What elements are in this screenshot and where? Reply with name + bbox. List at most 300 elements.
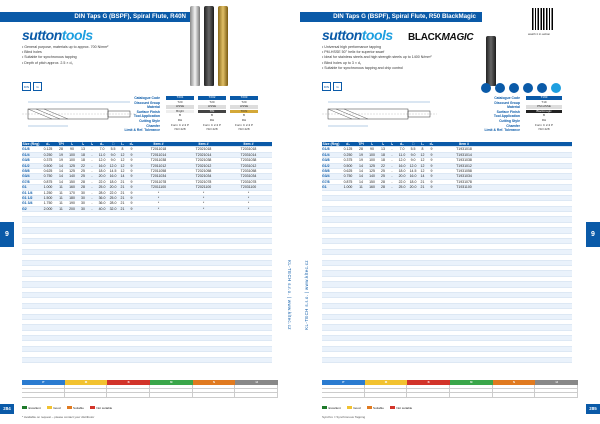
table-cell: T1931100 [456,185,472,190]
material-group-m: M [365,380,408,385]
table-cell: 1.250 [43,190,53,195]
table-cell: 28 [81,179,85,184]
feature-list [322,45,432,71]
din-badge: DIN [322,82,331,91]
column-header: Item # [243,142,254,146]
table-cell: * [202,201,205,206]
table-cell: 14.5 [409,168,417,173]
table-cell: 30 [81,206,85,211]
table-cell: 18 [381,158,385,163]
table-cell: 9 [130,152,133,157]
table-cell: 12.0 [398,158,406,163]
table-cell: 20.0 [98,174,106,179]
catalogue-code: T193 [526,96,562,100]
table-cell: 12 [120,163,125,168]
column-header: d₁ [346,142,350,146]
column-header: □ [411,142,415,146]
table-cell: 20.0 [109,185,117,190]
table-cell: 25 [81,168,85,173]
feature-list [22,45,108,66]
column-header: d₃ [129,142,134,146]
table-cell: G2 [22,206,27,211]
material-group-s: S [493,380,536,385]
table-cell: 14 [59,168,63,173]
table-cell: - [391,147,393,152]
table-cell: 14.5 [109,168,117,173]
table-cell: 0.375 [343,158,353,163]
table-cell: 18.0 [109,179,117,184]
table-cell: 1.000 [43,185,53,190]
table-cell: 0.500 [43,163,53,168]
material-matrix [22,380,278,402]
table-cell: 9 [430,147,433,152]
table-cell: 12 [120,152,125,157]
table-cell: 30 [81,190,85,195]
table-cell: - [91,158,93,163]
table-cell: * [157,201,160,206]
blackmagic-logo [408,32,473,43]
tap-steam-image [204,6,214,86]
table-cell: 8 [121,147,124,152]
table-cell: 14 [120,174,125,179]
table-cell: - [391,174,393,179]
feature-icons [480,82,580,94]
table-cell: 14 [59,163,63,168]
column-header: Size (Reg) [22,142,40,146]
column-header: l₁ [70,142,74,146]
column-header: TPI [58,142,64,146]
brand-logo [322,27,393,43]
footnote: * Available on request – please contact your distributor [22,415,95,419]
table-cell: G7/8 [22,179,30,184]
table-cell: 125 [69,168,75,173]
table-cell: T2031034 [240,174,257,179]
pitch-badge: G [33,82,42,91]
table-cell: G1/8 [22,147,30,152]
column-header: Item # [153,142,164,146]
table-cell: 12 [420,168,425,173]
table-cell: G1 [22,185,27,190]
table-cell: 90 [70,147,74,152]
table-cell: T2011018 [150,147,167,152]
table-cell: 18 [381,152,385,157]
column-header: l₃ [390,142,394,146]
table-cell: 0.750 [343,174,353,179]
column-header: l₄ [421,142,424,146]
right-page: DIN Taps G (BSPF), Spiral Flute, R50 BlackMagic suttontools BLACKMAGIC • Universal high performance tapping • PM-HSSE 50° helix for superior swarf • Ideal for stainless steels and high strength steels up to 1400 N/mm² • Blind holes up to 3 × d₁ • Suitable for synchronous tapping and chip control watch it in action DIN G Catalogue Code Discount Group Material Surface Finish Tool Application Cutting Style Chamfer Limit & Ref. Tolerance T193 T19 PM-HSSE Blackmagic B RH Form C 2-3 P ISO 228 Size (Reg) d₁ TPI l₁ l₂ l₃ d₂ □ l₄ d₃ Item # G1/8 0.125 28 90 13 - 7.0 5.5 8 9 T1931018 G1/4 0.250 19 100 18 - 11.0 9.0 12 9 T1931014 G3/8 0.375 19 100 18 - 12.0 9.0 12 9 T1931038 G1/2 0.500 14 125 22 - 16.0 12.0 12 9 T1931012 G5/8 0.625 14 125 25 - 18.0 14.5 12 9 T1931058 G3/4 0.750 14 140 25 - 20.0 16.0 14 9 T1931034 G7/8 0.875 14 150 28 - 22.0 18.0 21 9 T1931078 G1 1.000 11 160 28 - 25.0 20.0 21 9 T1931100 9 KL-TECH s.r.o. | www.kltec.cz P M K N S H Excellent Good Suitable Not suitable Synchro = Synchronous Tapping 285 [300,0,600,424]
brand-logo-part-b: tools [361,27,393,43]
table-cell: 21 [120,185,125,190]
table-cell: 9 [130,185,133,190]
table-cell: 180 [69,195,75,200]
table-cell: * [157,195,160,200]
table-cell: 12 [420,152,425,157]
feature-item: • Suitable for synchronous tapping [22,55,77,60]
table-cell: G7/8 [322,179,330,184]
table-cell: 11 [59,201,63,206]
table-cell: 9 [130,179,133,184]
column-header: □ [111,142,115,146]
table-cell: 22.0 [398,179,406,184]
material-group-p: P [322,380,365,385]
table-cell: 0.250 [343,152,353,157]
table-cell: T2021038 [195,158,212,163]
table-cell: 5.5 [110,147,116,152]
table-cell: T2031058 [240,168,257,173]
table-cell: - [391,179,393,184]
table-cell: 25 [81,174,85,179]
table-cell: 0.500 [343,163,353,168]
column-header: d₂ [400,142,404,146]
table-cell: T2031078 [240,179,257,184]
feature-item: • General purpose, materials up to approx. 700 N/mm² [22,45,109,49]
table-cell: T2031018 [240,147,257,152]
table-cell: 0.625 [43,168,53,173]
standard-badges [22,82,42,91]
catalogue-code: T201 [166,96,194,100]
table-cell: T2021012 [195,163,212,168]
table-cell: 25 [381,174,385,179]
product-table [22,142,272,363]
product-table [322,142,572,363]
table-cell: 9 [430,174,433,179]
table-cell: 7.0 [99,147,105,152]
material-group-h: H [535,380,578,385]
table-cell: - [91,206,93,211]
table-cell: 0.375 [43,158,53,163]
table-cell: * [202,206,205,211]
table-cell: G1 [322,185,327,190]
tap-bright-image [190,6,200,86]
column-header: TPI [358,142,364,146]
legend-not-suitable: Not suitable [90,406,112,410]
table-cell: 9 [130,158,133,163]
table-cell: 9 [130,147,133,152]
table-cell: 12 [120,168,125,173]
feature-item: • Universal high performance tapping [322,45,381,49]
table-cell: 9 [130,206,133,211]
table-cell: 25 [381,168,385,173]
brand-logo-part-a: sutton [22,27,62,43]
table-cell: 9.0 [110,158,116,163]
table-cell: 9 [430,168,433,173]
column-header: d₂ [100,142,104,146]
table-cell: 11 [59,195,63,200]
material-group-s: S [193,380,236,385]
table-cell: 0.875 [343,179,353,184]
table-cell: 160 [69,185,75,190]
table-cell: 16.0 [398,163,406,168]
table-cell: G5/8 [22,168,30,173]
standard-badges [322,82,342,91]
legend-excellent: Excellent [322,406,341,410]
table-cell: 9 [430,158,433,163]
table-cell: 14 [359,174,363,179]
column-header: l₂ [381,142,385,146]
table-cell: 19 [359,152,363,157]
table-cell: - [91,163,93,168]
din-badge: DIN [22,82,31,91]
table-cell: T1931034 [456,174,472,179]
legend-not-suitable: Not suitable [390,406,412,410]
brand-logo-part-a: sutton [322,27,362,43]
table-cell: 12 [420,163,425,168]
table-cell: G5/8 [322,168,330,173]
table-cell: 16.0 [109,174,117,179]
tap-technical-drawing [322,96,437,132]
table-cell: 22.0 [109,190,117,195]
table-cell: 21 [120,195,125,200]
table-cell: G1 1/4 [22,190,33,195]
table-cell: T2021018 [195,147,212,152]
feature-item: • PM-HSSE 50° helix for superior swarf [322,50,385,55]
table-cell: G1 3/4 [22,201,33,206]
table-cell: 9 [130,168,133,173]
table-cell: 9.0 [110,152,116,157]
section-tab[interactable]: 9 [586,222,600,247]
brand-logo [22,27,93,43]
table-cell: 28 [381,185,385,190]
blackmagic-logo-part-b: MAGIC [441,32,474,43]
legend [22,406,278,410]
table-cell: 28 [359,147,363,152]
table-cell: 22 [381,163,385,168]
table-cell: 12.0 [409,163,417,168]
feature-item: • Depth of pitch approx. 2.5 × d₁ [22,60,73,65]
table-cell: - [91,174,93,179]
table-cell: 18.0 [98,168,106,173]
table-cell: 12 [420,158,425,163]
table-cell: 140 [369,174,375,179]
table-cell: 40.0 [98,206,106,211]
table-cell: 0.750 [43,174,53,179]
table-cell: 14 [59,179,63,184]
table-cell: 90 [370,147,374,152]
table-cell: T2011014 [150,152,167,157]
table-cell: 9 [130,190,133,195]
table-cell: 11.0 [398,152,406,157]
table-cell: - [91,152,93,157]
table-cell: - [391,163,393,168]
legend-good: Good [47,406,61,410]
table-cell: - [391,158,393,163]
column-header: l₃ [90,142,94,146]
page-number: 284 [0,404,14,414]
section-tab[interactable]: 9 [0,222,14,247]
table-cell: 21 [120,201,125,206]
material-group-m: M [65,380,108,385]
table-cell: 21 [420,179,425,184]
table-cell: T2011034 [150,174,167,179]
material-group-n: N [450,380,493,385]
table-cell: 32.0 [109,206,117,211]
table-cell: 18.0 [409,179,417,184]
table-cell: 125 [369,163,375,168]
column-header: Size (Reg) [322,142,340,146]
table-cell: T1931018 [456,147,472,152]
table-cell: T2011058 [150,168,167,173]
table-cell: 0.125 [343,147,353,152]
table-cell: 9.0 [410,158,416,163]
table-cell: 150 [369,179,375,184]
table-cell: G3/8 [322,158,330,163]
table-cell: * [247,206,250,211]
table-cell: 170 [69,190,75,195]
table-cell: 36.0 [98,195,106,200]
table-cell: 14 [359,179,363,184]
table-cell: G1 1/2 [22,195,33,200]
table-cell: T2031100 [240,185,257,190]
table-cell: 28.0 [109,201,117,206]
table-cell: 21 [420,185,425,190]
table-cell: 30 [81,195,85,200]
tap-blackmagic-image [486,36,496,86]
column-header: d₁ [46,142,50,146]
table-cell: - [91,179,93,184]
table-cell: T1931058 [456,168,472,173]
table-cell: T2021034 [195,174,212,179]
table-cell: 11 [359,185,363,190]
tap-tin-image [218,6,228,86]
legend [322,406,578,410]
table-cell: * [247,201,250,206]
table-cell: 0.625 [343,168,353,173]
table-cell: 12.0 [98,158,106,163]
material-group-h: H [235,380,278,385]
table-cell: 20.0 [398,174,406,179]
table-cell: 14 [420,174,425,179]
left-page: DIN Taps G (BSPF), Spiral Flute, R40N suttontools • General purpose, materials up to approx. 700 N/mm² • Blind holes • Suitable for synchronous tapping • Depth of pitch approx. 2.5 × d₁ DIN G Catalogue Code Discount Group Material Surface Finish Tool Application Cutting Style Chamfer Limit & Ref. Tolerance T201 T20 HSSE Bright B RH Form C 2-3 P ISO 228 T202 T20 HSSE TiN B RH Form C 2-3 P ISO 228 T203 T20 HSSE TiCN B RH Form C 2-3 P ISO 228 Size (Reg) d₁ TPI l₁ l₂ l₃ d₂ □ l₄ d₃ Item # Item # Item # G1/8 0.125 28 90 13 - 7.0 5.5 8 9 T2011018 T2021018 T2031018 G1/4 0.250 19 100 18 - 11.0 9.0 12 9 T2011014 T2021014 T2031014 G3/8 0.375 19 100 18 - 12.0 9.0 12 9 T2011038 T2021038 T2031038 G1/2 0.500 14 125 22 - 16.0 12.0 12 9 T2011012 T2021012 T2031012 G5/8 0.625 14 125 25 - 18.0 14.5 12 9 T2011058 T2021058 T2031058 G3/4 0.750 14 140 25 - 20.0 16.0 14 9 T2011034 T2021034 T2031034 G7/8 0.875 14 150 28 - 22.0 18.0 21 9 T2011078 T2021078 T2031078 G1 1.000 11 160 28 - 25.0 20.0 21 9 T2011100 T2021100 T2031100 G1 1/4 1.250 11 170 30 - 28.0 22.0 21 9 * * * G1 1/2 1.500 11 180 30 - 36.0 25.0 21 9 * * * G1 3/4 1.750 11 190 30 - 36.0 28.0 21 9 * * * G2 2.000 11 200 30 - 40.0 32.0 21 9 * * * 9 KL-TECH s.r.o. | www.kltec.cz P M K N S H Excellent Good Suitable Not suitable * Available on request – please contact your distributor 284 [0,0,300,424]
table-cell: 125 [369,168,375,173]
table-cell: 28 [381,179,385,184]
material-group-p: P [22,380,65,385]
table-cell: T1931038 [456,158,472,163]
table-cell: 28.0 [98,190,106,195]
table-cell: 9 [430,185,433,190]
table-cell: 9 [430,179,433,184]
table-cell: * [202,195,205,200]
table-cell: 19 [359,158,363,163]
table-cell: 140 [69,174,75,179]
table-cell: 8 [421,147,424,152]
qr-code[interactable] [532,8,554,30]
table-cell: T1931014 [456,152,472,157]
table-cell: 200 [69,206,75,211]
legend-suitable: Suitable [67,406,84,410]
table-cell: 22.0 [98,179,106,184]
table-cell: 5.5 [410,147,416,152]
table-cell: 9.0 [410,152,416,157]
table-cell: 16.0 [98,163,106,168]
material-group-k: K [107,380,150,385]
empty-row [322,358,572,363]
table-cell: 21 [120,190,125,195]
side-text: KL-TECH s.r.o. | www.kltec.cz [304,260,309,330]
table-cell: 30 [81,201,85,206]
table-cell: 14 [359,168,363,173]
column-header: Item # [458,142,470,146]
table-cell: 190 [69,201,75,206]
material-group-n: N [150,380,193,385]
table-cell: 1.750 [43,201,53,206]
legend-good: Good [347,406,361,410]
table-cell: 22 [81,163,85,168]
table-cell: 28 [59,147,63,152]
table-cell: - [91,190,93,195]
table-cell: T1931012 [456,163,472,168]
column-header: Item # [198,142,209,146]
table-cell: 20.0 [409,185,417,190]
footnote: Synchro = Synchronous Tapping [322,415,366,419]
column-header: l₂ [81,142,85,146]
table-cell: T2011078 [150,179,167,184]
table-cell: 9 [130,201,133,206]
table-cell: T2031012 [240,163,257,168]
table-cell: T2021058 [195,168,212,173]
feature-item: • Blind holes up to 3 × d₁ [322,60,362,65]
table-cell: 18 [81,152,85,157]
table-cell: 18 [81,158,85,163]
table-cell: 160 [369,185,375,190]
table-cell: 2.000 [43,206,53,211]
table-cell: G3/4 [22,174,30,179]
legend-excellent: Excellent [22,406,41,410]
column-header: l₄ [121,142,124,146]
table-cell: T2021100 [195,185,212,190]
table-cell: 9 [130,195,133,200]
table-cell: T2031038 [240,158,257,163]
table-cell: 28 [81,185,85,190]
table-cell: - [91,185,93,190]
table-cell: T2031014 [240,152,257,157]
table-cell: G1/2 [22,163,30,168]
table-cell: - [91,195,93,200]
table-cell: 150 [69,179,75,184]
table-cell: 11 [59,206,63,211]
table-cell: 12.0 [109,163,117,168]
table-cell: * [247,190,250,195]
table-cell: T2011012 [150,163,167,168]
tool-images [190,6,228,86]
table-cell: 36.0 [98,201,106,206]
qr-label: watch it in action [528,32,551,36]
page-header: DIN Taps G (BSPF), Spiral Flute, R40N [0,12,192,22]
table-cell: 13 [81,147,85,152]
table-cell: 19 [59,152,63,157]
table-cell: 13 [381,147,385,152]
empty-row [22,358,272,363]
table-cell: T2011038 [150,158,167,163]
table-cell: 100 [369,152,375,157]
table-cell: 9 [430,152,433,157]
table-cell: 0.875 [43,179,53,184]
table-cell: * [157,206,160,211]
table-cell: 125 [69,163,75,168]
column-header: d₃ [429,142,434,146]
table-cell: 25.0 [109,195,117,200]
feature-item: • Ideal for stainless steels and high strength steels up to 1400 N/mm² [322,55,432,60]
table-cell: 25.0 [98,185,106,190]
blackmagic-logo-part-a: BLACK [408,32,442,43]
table-cell: - [91,168,93,173]
table-cell: - [91,147,93,152]
material-group-k: K [407,380,450,385]
table-cell: G3/4 [322,174,330,179]
feature-item: • Blind holes [22,50,42,55]
table-cell: T2021014 [195,152,212,157]
table-cell: 9 [130,163,133,168]
page-header: DIN Taps G (BSPF), Spiral Flute, R50 BlackMagic [300,12,482,22]
